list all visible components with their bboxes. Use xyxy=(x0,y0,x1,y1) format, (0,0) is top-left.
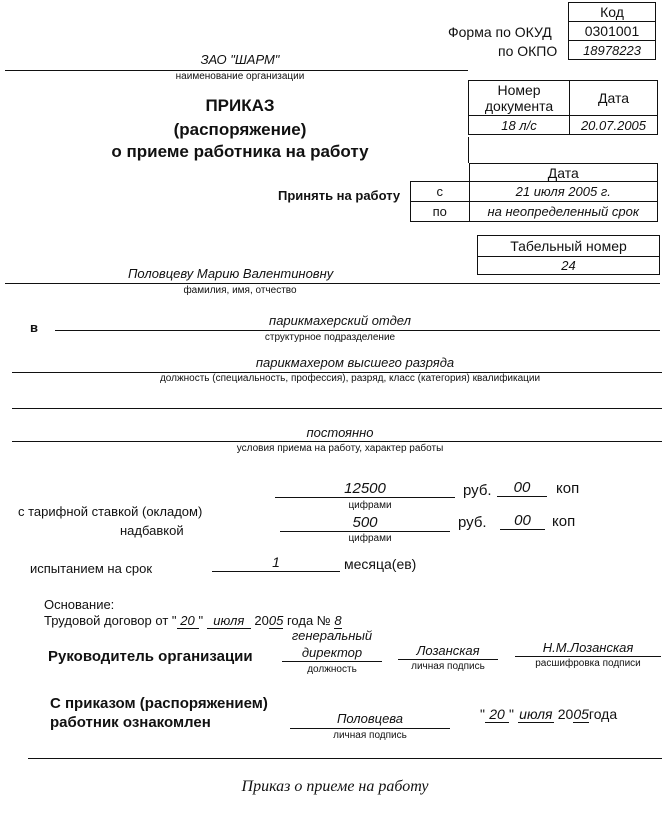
employee-underline xyxy=(5,283,660,284)
probation-value: 1 xyxy=(272,554,280,570)
figure-caption: Приказ о приеме на работу xyxy=(241,778,429,795)
okpo-label: по ОКПО xyxy=(498,43,558,59)
bottom-rule xyxy=(28,758,662,759)
bonus-kop-underline xyxy=(500,529,545,530)
doc-date-value: 20.07.2005 xyxy=(570,116,658,135)
rate-label: с тарифной ставкой (окладом) xyxy=(18,504,203,519)
bonus-label: надбавкой xyxy=(120,523,184,538)
employee-caption: фамилия, имя, отчество xyxy=(183,285,297,296)
codes-header: Код xyxy=(569,3,656,22)
ack-quote-close: " xyxy=(508,706,514,722)
head-decoding-caption: расшифровка подписи xyxy=(535,658,641,669)
probation-underline xyxy=(212,571,340,572)
okud-label: Форма по ОКУД xyxy=(448,24,552,40)
rate-kop-value: 00 xyxy=(513,479,531,496)
head-signature-underline xyxy=(398,659,498,660)
rate-rub-label: руб. xyxy=(463,482,492,499)
doc-number-header: Номер документа xyxy=(469,81,570,116)
okud-code-value: 0301001 xyxy=(569,22,656,41)
ack-label-line1: С приказом (распоряжением) xyxy=(50,695,268,712)
rate-underline xyxy=(275,497,455,498)
organization-name: ЗАО "ШАРМ" xyxy=(200,52,280,67)
ack-month: июля xyxy=(519,706,553,722)
rate-kop-underline xyxy=(497,496,547,497)
hire-label: Принять на работу xyxy=(278,188,401,203)
head-decoding-underline xyxy=(515,656,661,657)
blank-line xyxy=(12,408,662,409)
bonus-kop-label: коп xyxy=(552,513,576,530)
head-signature: Лозанская xyxy=(416,643,480,658)
employee-name: Половцеву Марию Валентиновну xyxy=(128,266,334,281)
bonus-kop-value: 00 xyxy=(514,512,531,529)
hire-date-header: Дата xyxy=(469,164,658,182)
okpo-code-value: 18978223 xyxy=(569,41,656,60)
ack-signature-underline xyxy=(290,728,450,729)
basis-contract-text: Трудовой договор от " xyxy=(44,613,177,628)
ack-date-line xyxy=(480,706,617,723)
tab-number-value: 24 xyxy=(478,257,660,275)
department-prefix: в xyxy=(30,320,38,335)
department-caption: структурное подразделение xyxy=(264,332,396,343)
organization-caption: наименование организации xyxy=(175,71,305,82)
head-decoding: Н.М.Лозанская xyxy=(542,640,634,655)
bonus-rub-label: руб. xyxy=(458,514,487,531)
probation-unit: месяца(ев) xyxy=(344,556,417,572)
vertical-rule xyxy=(468,137,469,163)
basis-number: 8 xyxy=(334,613,342,628)
position-value: парикмахером высшего разряда xyxy=(255,355,455,370)
title-line3: о приеме работника на работу xyxy=(111,142,369,161)
tab-number-header: Табельный номер xyxy=(478,236,660,257)
tab-number-table xyxy=(477,235,660,275)
ack-year-label: года xyxy=(588,706,618,722)
ack-day: 20 xyxy=(485,706,509,723)
ack-quote-open: " xyxy=(480,706,485,722)
head-position-line2: директор xyxy=(301,645,363,660)
hire-to-label: по xyxy=(411,202,470,222)
doc-number-table xyxy=(468,80,658,135)
basis-year-prefix: 20 xyxy=(254,613,269,628)
bonus-caption: цифрами xyxy=(348,533,392,544)
ack-signature: Половцева xyxy=(336,711,404,726)
ack-year-prefix: 20 xyxy=(557,706,574,722)
basis-year-suffix: 05 xyxy=(268,613,284,628)
hire-from-label: с xyxy=(411,182,470,202)
basis-contract-line xyxy=(44,613,342,629)
department-value: парикмахерский отдел xyxy=(269,313,411,328)
head-position-line1: генеральный xyxy=(291,628,373,643)
doc-date-header: Дата xyxy=(570,81,658,116)
ack-label-line2: работник ознакомлен xyxy=(50,714,211,731)
bonus-value: 500 xyxy=(352,514,378,531)
probation-label: испытанием на срок xyxy=(30,561,153,576)
head-signature-caption: личная подпись xyxy=(411,661,485,672)
rate-caption: цифрами xyxy=(348,500,392,511)
rate-value: 12500 xyxy=(344,480,386,497)
basis-number-label: года № xyxy=(286,613,331,628)
hire-from-value: 21 июля 2005 г. xyxy=(469,182,658,202)
hire-to-value: на неопределенный срок xyxy=(469,202,658,222)
basis-day: 20 xyxy=(177,613,199,629)
title-line1: ПРИКАЗ xyxy=(205,96,275,115)
head-position-underline xyxy=(282,661,382,662)
codes-table xyxy=(568,2,656,60)
department-underline xyxy=(55,330,660,331)
ack-signature-caption: личная подпись xyxy=(333,730,407,741)
basis-month: июля xyxy=(207,613,251,629)
rate-kop-label: коп xyxy=(556,480,580,497)
basis-label: Основание: xyxy=(44,597,115,612)
position-caption: должность (специальность, профессия), разряд, класс (категория) квалификации xyxy=(159,373,541,384)
hire-table xyxy=(410,163,658,222)
conditions-underline xyxy=(12,441,662,442)
ack-year-suffix: 05 xyxy=(573,706,589,722)
basis-quote-close: " xyxy=(198,613,204,628)
bonus-underline xyxy=(280,531,450,532)
conditions-value: постоянно xyxy=(306,425,374,440)
head-position-caption: должность xyxy=(307,664,357,675)
head-label: Руководитель организации xyxy=(48,648,253,665)
doc-number-value: 18 л/с xyxy=(469,116,570,135)
conditions-caption: условия приема на работу, характер работы xyxy=(236,443,444,454)
title-line2: (распоряжение) xyxy=(173,120,307,139)
